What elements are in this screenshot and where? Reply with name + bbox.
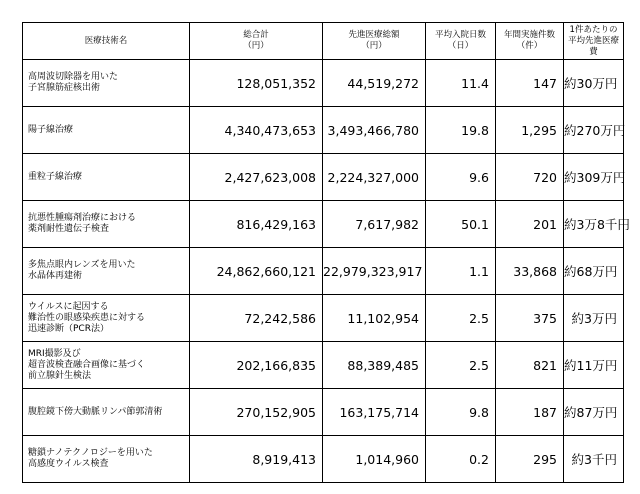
advanced-total-cell: 7,617,982: [323, 201, 426, 248]
total-cell: 72,242,586: [190, 295, 323, 342]
table-row: [23, 295, 624, 342]
total-cell: 816,429,163: [190, 201, 323, 248]
avg-days-cell: 1.1: [426, 248, 496, 295]
advanced-medical-cost-table: [22, 22, 630, 483]
avg-cost-cell: 約68万円: [564, 248, 624, 295]
table-row: [23, 436, 624, 483]
annual-count-cell: 295: [496, 436, 564, 483]
technology-name-cell: 腹腔鏡下傍大動脈リンパ節郭清術: [23, 389, 190, 436]
total-cell: 270,152,905: [190, 389, 323, 436]
technology-name-cell: 糖鎖ナノテクノロジーを用いた 高感度ウイルス検査: [23, 436, 190, 483]
header-total: 総合計 （円）: [190, 23, 323, 60]
advanced-total-cell: 11,102,954: [323, 295, 426, 342]
total-cell: 202,166,835: [190, 342, 323, 389]
technology-name-cell: 重粒子線治療: [23, 154, 190, 201]
annual-count-cell: 187: [496, 389, 564, 436]
advanced-total-cell: 22,979,323,917: [323, 248, 426, 295]
table-row: [23, 107, 624, 154]
advanced-total-cell: 1,014,960: [323, 436, 426, 483]
table-row: [23, 60, 624, 107]
avg-days-cell: 9.6: [426, 154, 496, 201]
annual-count-cell: 375: [496, 295, 564, 342]
avg-cost-cell: 約11万円: [564, 342, 624, 389]
avg-cost-cell: 約3万円: [564, 295, 624, 342]
avg-cost-cell: 約30万円: [564, 60, 624, 107]
avg-days-cell: 11.4: [426, 60, 496, 107]
total-cell: 8,919,413: [190, 436, 323, 483]
total-cell: 2,427,623,008: [190, 154, 323, 201]
advanced-total-cell: 163,175,714: [323, 389, 426, 436]
avg-days-cell: 9.8: [426, 389, 496, 436]
technology-name-cell: MRI撮影及び 超音波検査融合画像に基づく 前立腺針生検法: [23, 342, 190, 389]
total-cell: 4,340,473,653: [190, 107, 323, 154]
annual-count-cell: 201: [496, 201, 564, 248]
header-technology-name: 医療技術名: [23, 23, 190, 60]
advanced-total-cell: 2,224,327,000: [323, 154, 426, 201]
table-row: [23, 342, 624, 389]
annual-count-cell: 147: [496, 60, 564, 107]
header-avg-days: 平均入院日数 （日）: [426, 23, 496, 60]
technology-name-cell: 高周波切除器を用いた 子宮腺筋症核出術: [23, 60, 190, 107]
header-advanced-total: 先進医療総額 （円）: [323, 23, 426, 60]
advanced-total-cell: 44,519,272: [323, 60, 426, 107]
total-cell: 128,051,352: [190, 60, 323, 107]
technology-name-cell: 多焦点眼内レンズを用いた 水晶体再建術: [23, 248, 190, 295]
avg-cost-cell: 約3千円: [564, 436, 624, 483]
avg-cost-cell: 約3万8千円: [564, 201, 624, 248]
technology-name-cell: ウイルスに起因する 難治性の眼感染疾患に対する 迅速診断（PCR法）: [23, 295, 190, 342]
total-cell: 24,862,660,121: [190, 248, 323, 295]
annual-count-cell: 33,868: [496, 248, 564, 295]
technology-name-cell: 抗悪性腫瘍剤治療における 薬剤耐性遺伝子検査: [23, 201, 190, 248]
table-row: [23, 201, 624, 248]
avg-days-cell: 0.2: [426, 436, 496, 483]
table-header-row: [23, 23, 624, 60]
avg-cost-cell: 約87万円: [564, 389, 624, 436]
table-row: [23, 154, 624, 201]
avg-cost-cell: 約309万円: [564, 154, 624, 201]
avg-days-cell: 19.8: [426, 107, 496, 154]
technology-name-cell: 陽子線治療: [23, 107, 190, 154]
header-avg-cost: 1件あたりの 平均先進医療費: [564, 23, 624, 60]
avg-days-cell: 2.5: [426, 342, 496, 389]
advanced-total-cell: 88,389,485: [323, 342, 426, 389]
table-row: [23, 389, 624, 436]
annual-count-cell: 720: [496, 154, 564, 201]
annual-count-cell: 821: [496, 342, 564, 389]
avg-days-cell: 50.1: [426, 201, 496, 248]
avg-cost-cell: 約270万円: [564, 107, 624, 154]
table-row: [23, 248, 624, 295]
advanced-total-cell: 3,493,466,780: [323, 107, 426, 154]
header-annual-count: 年間実施件数 （件）: [496, 23, 564, 60]
avg-days-cell: 2.5: [426, 295, 496, 342]
annual-count-cell: 1,295: [496, 107, 564, 154]
